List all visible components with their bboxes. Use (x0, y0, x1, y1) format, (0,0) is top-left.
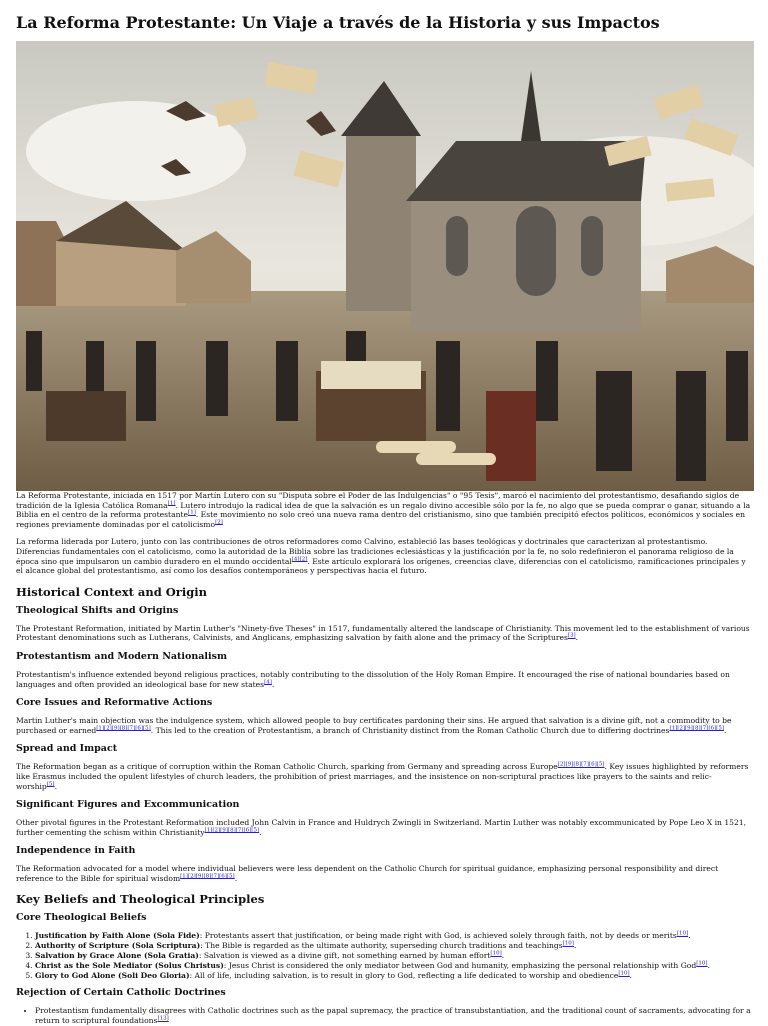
citation-link[interactable]: [1][2][9][8][7][6][5] (96, 725, 151, 732)
list-item: 5. Glory to God Alone (Soli Deo Gloria): All of life, including salvation, is to result in glory to God, reflecting a life dedicated to worship and obedience[10]. (35, 971, 752, 981)
list-item: 4. Christ as the Sole Mediator (Solus Christus): Jesus Christ is considered the only mediator between God and humanity, emphasizing the personal relationship with God[10]. (35, 961, 752, 971)
citation-link[interactable]: [10] (676, 930, 689, 937)
citation-link[interactable]: [1] (167, 500, 176, 507)
list-item: 3. Salvation by Grace Alone (Sola Gratia): Salvation is viewed as a divine gift, not something earned by human effort[10]. (35, 951, 752, 961)
page-title: La Reforma Protestante: Un Viaje a través de la Historia y sus Impactos (16, 13, 660, 32)
subsection-heading: Spread and Impact (16, 743, 118, 755)
section-paragraph: The Reformation advocated for a model where individual believers were less dependent on the Catholic Church for spiritual guidance, emphasizing personal responsibility and direct reference to the Bible for spiritual wisdom[1][2][9][8][7][6][5]. (16, 864, 719, 883)
citation-link[interactable]: [2] (215, 519, 223, 526)
subsection-heading: Protestantism and Modern Nationalism (16, 650, 228, 662)
citation-link[interactable]: [1] (188, 509, 196, 516)
subsection-heading: Theological Shifts and Origins (16, 604, 179, 616)
section-heading: Key Beliefs and Theological Principles (16, 892, 265, 907)
citation-link[interactable]: [10] (618, 970, 630, 977)
beliefs-list (16, 931, 752, 981)
citation-link[interactable]: [3] (567, 632, 576, 639)
citation-link[interactable]: [4][2] (291, 556, 308, 563)
citation-link[interactable]: [10] (562, 940, 574, 947)
doctrines-list (16, 1006, 752, 1026)
list-item: • Protestantism fundamentally disagrees with Catholic doctrines such as the papal supremacy, the practice of transubstantiation, and the traditional count of sacraments, advocating for a return to scriptural foundations[13] (35, 1006, 752, 1026)
section-paragraph: Martin Luther's main objection was the indulgence system, which allowed people to buy certificates pardoning their sins. He argued that salvation is a divine gift, not a commodity to be purchased or earned[1][2][9][8][7][6][5]. This led to the creation of Protestantism, a branch of Christianity distinct from the Roman Catholic Church due to differing doctrines[1][2][9][8][7][6][5]. (16, 716, 732, 735)
list-item: 1. Justification by Faith Alone (Sola Fide): Protestants assert that justification, or being made right with God, is achieved solely through faith, not by deeds or merits[10]. (35, 931, 752, 941)
hero-image (16, 41, 754, 491)
citation-link[interactable]: [10] (490, 950, 502, 957)
citation-link[interactable]: [5] (46, 780, 55, 787)
intro-paragraph: La Reforma Protestante, iniciada en 1517 por Martín Lutero con su "Disputa sobre el Poder de las Indulgencias" o "95 Tesis", marcó el nacimiento del protestantismo, desafiando siglos de tradición de la Iglesia Católica Romana[1]. Lutero introdujo la radical idea de que la salvación es un regalo divino accesible sólo por la fe, no algo que se pueda comprar o ganar, situando a la Biblia en el centro de la reforma protestante[1]. Este movimiento no solo creó una nueva rama dentro del cristianismo, sino que también precipitó efectos políticos, económicos y sociales en regiones previamente dominadas por el catolicismo[2] (16, 491, 751, 529)
section-paragraph: The Protestant Reformation, initiated by Martin Luther's "Ninety-five Theses" in 1517, fundamentally altered the landscape of Christianity. This movement led to the establishment of various Protestant denominations such as Lutherans, Calvinists, and Anglicans, emphasizing salvation by faith alone and the primacy of the Scriptures[3]. (16, 623, 750, 643)
list-item: 2. Authority of Scripture (Sola Scriptura): The Bible is regarded as the ultimate authority, superseding church traditions and teachings[10]. (35, 941, 752, 951)
section-paragraph: Other pivotal figures in the Protestant Reformation included John Calvin in France and Huldrych Zwingli in Switzerland. Martin Luther was notably excommunicated by Pope Leo X in 1521, further cementing the schism within Christianity[1][2][9][8][7][6][5]. (16, 818, 747, 837)
subsection-heading: Core Issues and Reformative Actions (16, 697, 213, 709)
section-paragraph: The Reformation began as a critique of corruption within the Roman Catholic Church, sparking from Germany and spreading across Europe[2][9][8][7][6][5]. Key issues highlighted by reformers like Erasmus included the opulent lifestyles of church leaders, the prohibition of priest marriages, and the insistence on non-scriptural practices like prayers to the saints and relic-worship[5]. (16, 761, 749, 791)
intro-paragraph: La reforma liderada por Lutero, junto con las contribuciones de otros reformadores como Calvino, estableció las bases teológicas y doctrinales que caracterizan al protestantismo. Diferencias fundamentales con el catolicismo, como la autoridad de la Biblia sobre las tradiciones eclesiásticas y la justificación por la fe, no solo redefinieron el panorama religioso de la época sino que impulsaron un cambio duradero en el mundo occidental[4][2]. Este artículo explorará los orígenes, creencias clave, diferencias con el catolicismo, ramificaciones principales y el alcance global del protestantismo, así como los desafíos contemporáneos y perspectivas hacia el futuro. (16, 537, 746, 576)
subsection-heading: Rejection of Certain Catholic Doctrines (16, 987, 226, 999)
citation-link[interactable]: [1][2][9][8][7][6][5] (669, 725, 724, 732)
section-paragraph: Protestantism's influence extended beyond religious practices, notably contributing to the dissolution of the Holy Roman Empire. It encouraged the rise of national boundaries based on languages and often provided an ideological base for new states[4]. (16, 669, 730, 689)
section-heading: Historical Context and Origin (16, 584, 208, 599)
citation-link[interactable]: [1][2][9][8][7][6][5] (180, 873, 235, 880)
subsection-heading: Significant Figures and Excommunication (16, 799, 240, 811)
citation-link[interactable]: [13] (157, 1015, 169, 1022)
citation-link[interactable]: [2][9][8][7][6][5] (557, 761, 605, 768)
citation-link[interactable]: [10] (696, 960, 708, 967)
subsection-heading: Core Theological Beliefs (16, 912, 147, 924)
subsection-heading: Independence in Faith (16, 845, 136, 857)
citation-link[interactable]: [1][2][9][8][7][6][5] (204, 827, 260, 834)
citation-link[interactable]: [4] (264, 679, 272, 685)
reformation-scene-illustration (16, 41, 754, 491)
